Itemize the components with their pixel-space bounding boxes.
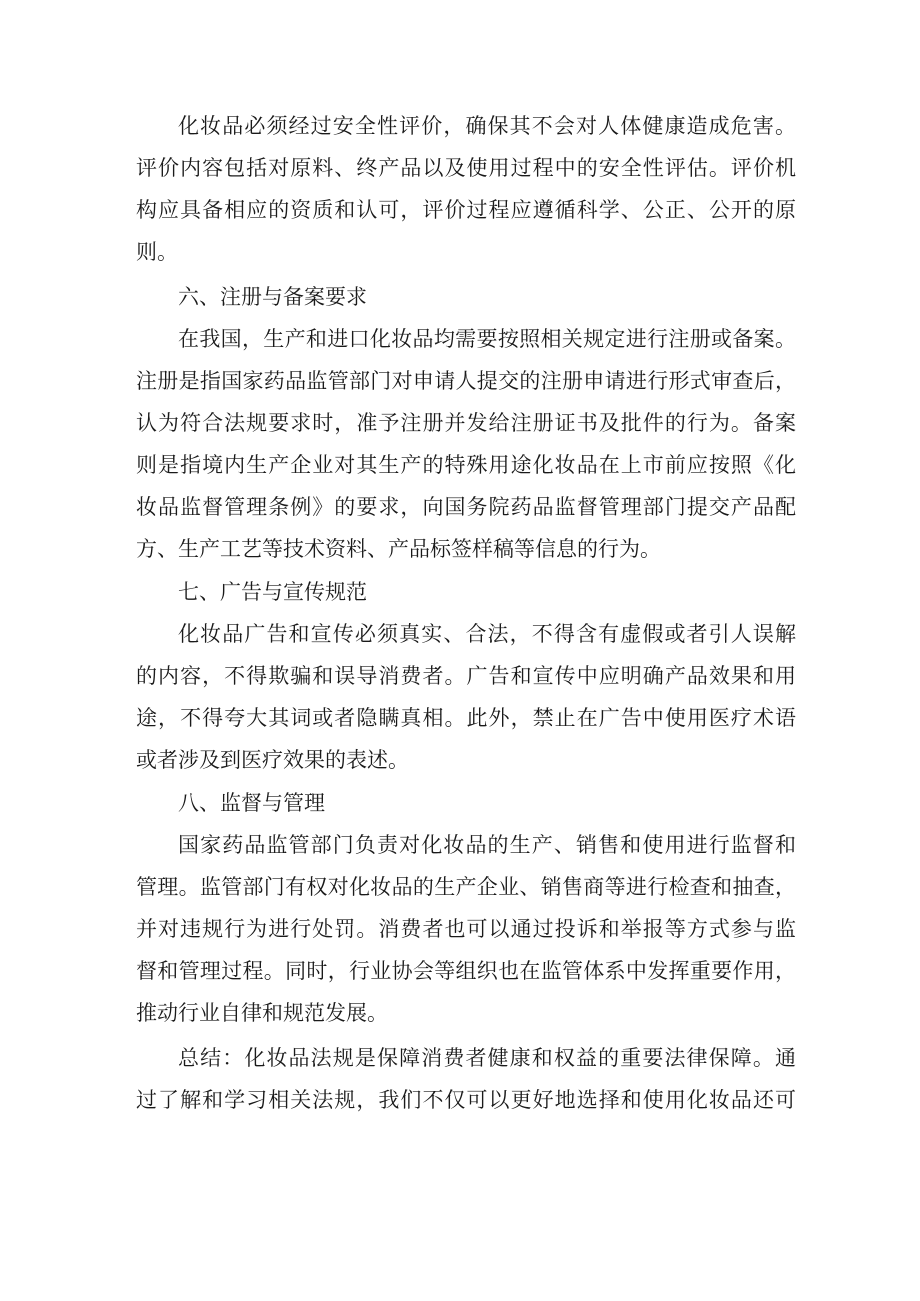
- section-heading: 八、监督与管理: [178, 791, 325, 815]
- paragraph-line: 在我国，生产和进口化妆品均需要按照相关规定进行注册或备案。: [178, 327, 796, 351]
- paragraph-line: 注册是指国家药品监管部门对申请人提交的注册申请进行形式审查后，: [136, 369, 796, 393]
- paragraph-line: 督和管理过程。同时，行业协会等组织也在监管体系中发挥重要作用，: [136, 959, 796, 983]
- paragraph-line: 妆品监督管理条例》的要求，向国务院药品监督管理部门提交产品配: [136, 495, 796, 519]
- paragraph-line: 的内容，不得欺骗和误导消费者。广告和宣传中应明确产品效果和用: [136, 664, 796, 688]
- paragraph-line: 认为符合法规要求时，准予注册并发给注册证书及批件的行为。备案: [136, 411, 796, 435]
- paragraph-line: 方、生产工艺等技术资料、产品标签样稿等信息的行为。: [136, 537, 661, 561]
- paragraph-line: 化妆品广告和宣传必须真实、合法，不得含有虚假或者引人误解: [178, 622, 796, 646]
- paragraph-line: 构应具备相应的资质和认可，评价过程应遵循科学、公正、公开的原: [136, 198, 796, 222]
- paragraph-line: 则。: [136, 240, 178, 264]
- paragraph-line: 化妆品必须经过安全性评价，确保其不会对人体健康造成危害。: [178, 114, 796, 138]
- paragraph-line: 国家药品监管部门负责对化妆品的生产、销售和使用进行监督和: [178, 833, 796, 857]
- paragraph-line: 评价内容包括对原料、终产品以及使用过程中的安全性评估。评价机: [136, 156, 796, 180]
- paragraph-line: 总结：化妆品法规是保障消费者健康和权益的重要法律保障。通: [178, 1046, 796, 1070]
- section-heading: 六、注册与备案要求: [178, 285, 367, 309]
- paragraph-line: 或者涉及到医疗效果的表述。: [136, 748, 409, 772]
- paragraph-line: 推动行业自律和规范发展。: [136, 1001, 388, 1025]
- paragraph-line: 过了解和学习相关法规，我们不仅可以更好地选择和使用化妆品还可: [136, 1088, 796, 1112]
- paragraph-line: 途，不得夸大其词或者隐瞒真相。此外，禁止在广告中使用医疗术语: [136, 706, 796, 730]
- paragraph-line: 管理。监管部门有权对化妆品的生产企业、销售商等进行检查和抽查，: [136, 875, 796, 899]
- paragraph-line: 并对违规行为进行处罚。消费者也可以通过投诉和举报等方式参与监: [136, 917, 796, 941]
- paragraph-line: 则是指境内生产企业对其生产的特殊用途化妆品在上市前应按照《化: [136, 453, 796, 477]
- section-heading: 七、广告与宣传规范: [178, 580, 367, 604]
